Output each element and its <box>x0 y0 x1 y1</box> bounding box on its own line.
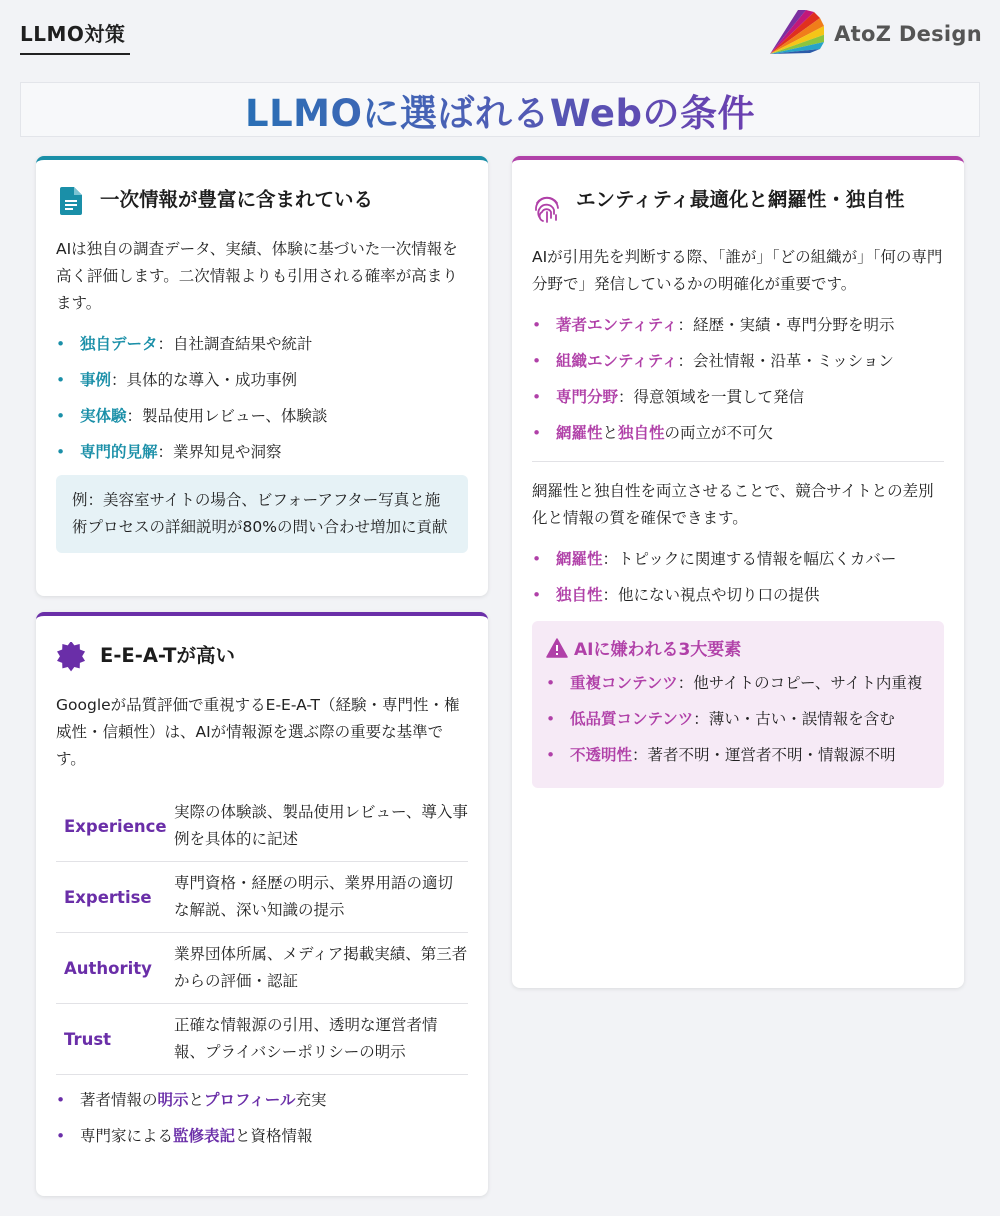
entity-description: AIが引用先を判断する際、「誰が」「どの組織が」「何の専門分野で」発信しているかの明確化が重要です。 <box>532 248 943 293</box>
coverage-list <box>532 546 944 609</box>
table-row: Trust 正確な情報源の引用、透明な運営者情報、プライバシーポリシーの明示 <box>56 1004 468 1075</box>
eeat-card <box>36 612 488 1196</box>
primary-info-card <box>36 156 488 596</box>
list-item: • 実体験：製品使用レビュー、体験談 <box>56 403 468 430</box>
eeat-list <box>56 1087 468 1150</box>
example-box: 例：美容室サイトの場合、ビフォーアフター写真と施術プロセスの詳細説明が80%の問い合わせ増加に貢献 <box>56 475 468 553</box>
warning-icon <box>546 638 568 658</box>
title-banner <box>20 82 980 137</box>
badge-icon <box>56 642 86 672</box>
list-item: • 重複コンテンツ：他サイトのコピー、サイト内重複 <box>546 670 930 697</box>
category-tag: LLMO対策 <box>20 18 130 55</box>
brand-name: AtoZ Design <box>834 22 982 46</box>
list-item: • 著者情報の明示とプロフィール充実 <box>56 1087 468 1114</box>
warning-list <box>546 670 930 769</box>
warning-box <box>532 621 944 788</box>
list-item: • 不透明性：著者不明・運営者不明・情報源不明 <box>546 742 930 769</box>
table-row: Experience 実際の体験談、製品使用レビュー、導入事例を具体的に記述 <box>56 791 468 862</box>
page-title: LLMOに選ばれるWebの条件 <box>245 83 755 137</box>
table-row: Authority 業界団体所属、メディア掲載実績、第三者からの評価・認証 <box>56 933 468 1004</box>
entity-title: エンティティ最適化と網羅性・独自性 <box>576 188 905 211</box>
brand-logo[interactable] <box>764 10 982 58</box>
primary-info-title: 一次情報が豊富に含まれている <box>100 188 374 211</box>
list-item: • 著者エンティティ：経歴・実績・専門分野を明示 <box>532 312 944 339</box>
list-item: • 専門的見解：業界知見や洞察 <box>56 439 468 466</box>
primary-info-list <box>56 331 468 466</box>
table-row: Expertise 専門資格・経歴の明示、業界用語の適切な解説、深い知識の提示 <box>56 862 468 933</box>
list-item: • 網羅性と独自性の両立が不可欠 <box>532 420 944 447</box>
entity-description-2: 網羅性と独自性を両立させることで、競合サイトとの差別化と情報の質を確保できます。 <box>532 482 934 527</box>
divider <box>532 461 944 462</box>
list-item: • 専門分野：得意領域を一貫して発信 <box>532 384 944 411</box>
list-item: • 専門家による監修表記と資格情報 <box>56 1123 468 1150</box>
document-icon <box>56 186 86 216</box>
list-item: • 事例：具体的な導入・成功事例 <box>56 367 468 394</box>
list-item: • 独自データ：自社調査結果や統計 <box>56 331 468 358</box>
list-item: • 網羅性：トピックに関連する情報を幅広くカバー <box>532 546 944 573</box>
eeat-table <box>56 791 468 1075</box>
entity-list <box>532 312 944 447</box>
fan-logo-icon <box>764 10 824 58</box>
list-item: • 組織エンティティ：会社情報・沿革・ミッション <box>532 348 944 375</box>
entity-card <box>512 156 964 988</box>
eeat-description: Googleが品質評価で重視するE-E-A-T（経験・専門性・権威性・信頼性）は、AIが情報源を選ぶ際の重要な基準です。 <box>56 696 460 768</box>
eeat-title: E-E-A-Tが高い <box>100 644 235 667</box>
list-item: • 低品質コンテンツ：薄い・古い・誤情報を含む <box>546 706 930 733</box>
fingerprint-icon <box>532 194 562 224</box>
list-item: • 独自性：他にない視点や切り口の提供 <box>532 582 944 609</box>
warning-title: AIに嫌われる3大要素 <box>574 640 742 660</box>
primary-info-description: AIは独自の調査データ、実績、体験に基づいた一次情報を高く評価します。二次情報よりも引用される確率が高まります。 <box>56 240 458 312</box>
